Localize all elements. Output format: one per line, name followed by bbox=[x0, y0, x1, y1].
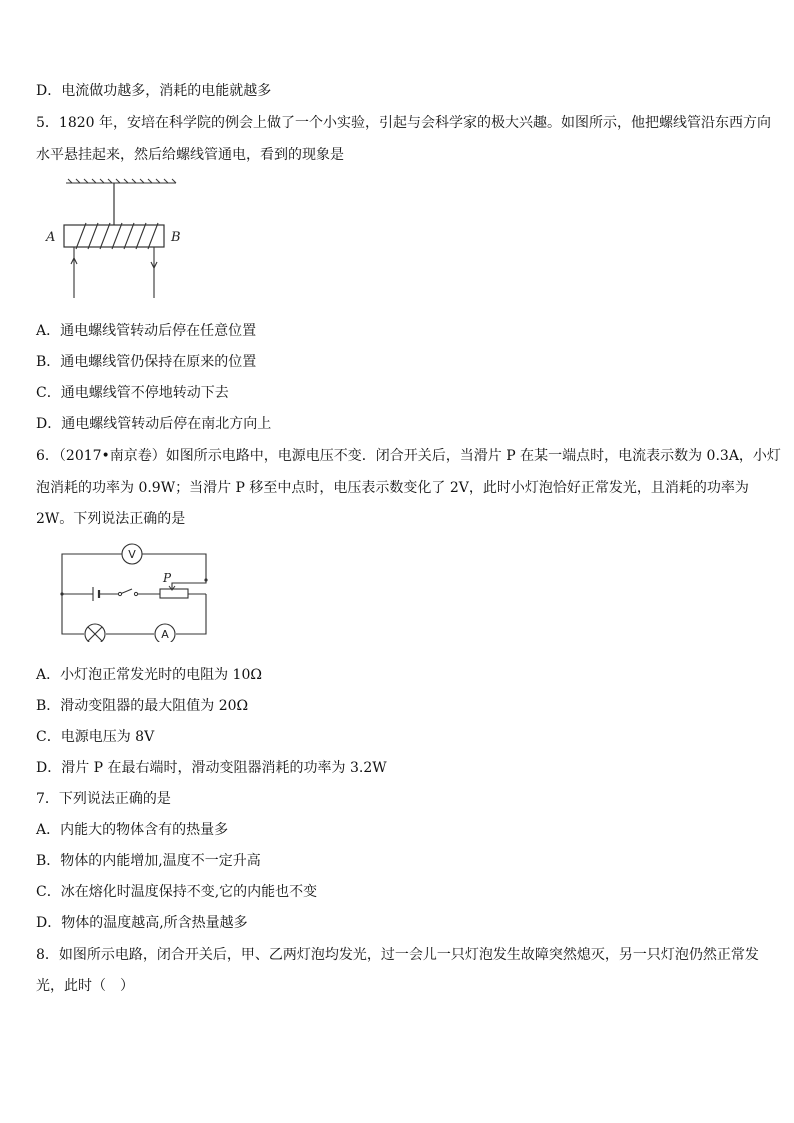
line-q6-stem-3: 2W。下列说法正确的是 bbox=[36, 511, 186, 527]
solenoid-figure bbox=[44, 176, 204, 302]
line-q5-option-b: B．通电螺线管仍保持在原来的位置 bbox=[36, 354, 257, 370]
line-q5-option-c: C．通电螺线管不停地转动下去 bbox=[36, 385, 229, 401]
line-q7-option-c: C．冰在熔化时温度保持不变,它的内能也不变 bbox=[36, 884, 318, 900]
solenoid-end-label-a: A bbox=[46, 230, 56, 245]
line-q7-option-a: A．内能大的物体含有的热量多 bbox=[36, 822, 229, 838]
voltmeter-wire-top bbox=[62, 554, 122, 594]
line-q8-stem-1: 8．如图所示电路，闭合开关后，甲、乙两灯泡均发光，过一会儿一只灯泡发生故障突然熄灭，另一只灯泡仍然正常发 bbox=[36, 947, 759, 963]
line-q6-option-b: B．滑动变阻器的最大阻值为 20Ω bbox=[36, 698, 249, 714]
rheostat bbox=[160, 589, 188, 598]
ammeter-label: A bbox=[161, 628, 169, 641]
line-q8-stem-2: 光，此时（ ） bbox=[36, 978, 134, 994]
line-q6-option-a: A．小灯泡正常发光时的电阻为 10Ω bbox=[36, 667, 262, 683]
line-q6-stem-2: 泡消耗的功率为 0.9W；当滑片 P 移至中点时，电压表示数变化了 2V，此时小灯泡恰好正常发光，且消耗的功率为 bbox=[36, 480, 749, 496]
slider-wire bbox=[172, 580, 206, 589]
line-q6-option-c: C．电源电压为 8V bbox=[36, 729, 155, 745]
circuit-figure-q6 bbox=[56, 542, 212, 642]
battery-symbol bbox=[93, 587, 99, 601]
voltmeter-label: V bbox=[128, 548, 136, 561]
line-q5-stem-2: 水平悬挂起来，然后给螺线管通电，看到的现象是 bbox=[36, 147, 344, 163]
line-q5-option-d: D．通电螺线管转动后停在南北方向上 bbox=[36, 416, 272, 432]
ceiling bbox=[66, 179, 176, 183]
line-q7-option-d: D．物体的温度越高,所含热量越多 bbox=[36, 915, 248, 931]
slider-label: P bbox=[163, 571, 172, 585]
line-q7-option-b: B．物体的内能增加,温度不一定升高 bbox=[36, 853, 261, 869]
line-q4-option-d: D．电流做功越多，消耗的电能就越多 bbox=[36, 83, 272, 99]
line-q5-option-a: A．通电螺线管转动后停在任意位置 bbox=[36, 323, 257, 339]
line-q6-option-d: D．滑片 P 在最右端时，滑动变阻器消耗的功率为 3.2W bbox=[36, 760, 387, 776]
solenoid-end-label-b: B bbox=[171, 230, 181, 245]
switch-pivot bbox=[118, 592, 121, 595]
switch-contact bbox=[134, 592, 137, 595]
main-wire-bottom bbox=[62, 594, 84, 634]
bulb-icon bbox=[85, 624, 105, 642]
line-q6-stem-1: 6．（2017•南京卷）如图所示电路中，电源电压不变．闭合开关后，当滑片 P 在某一端点时，电流表示数为 0.3A，小灯 bbox=[36, 448, 781, 464]
line-q7-stem: 7．下列说法正确的是 bbox=[36, 791, 171, 807]
line-q5-stem-1: 5．1820 年，安培在科学院的例会上做了一个小实验，引起与会科学家的极大兴趣。如图所示，他把螺线管沿东西方向 bbox=[36, 115, 771, 131]
